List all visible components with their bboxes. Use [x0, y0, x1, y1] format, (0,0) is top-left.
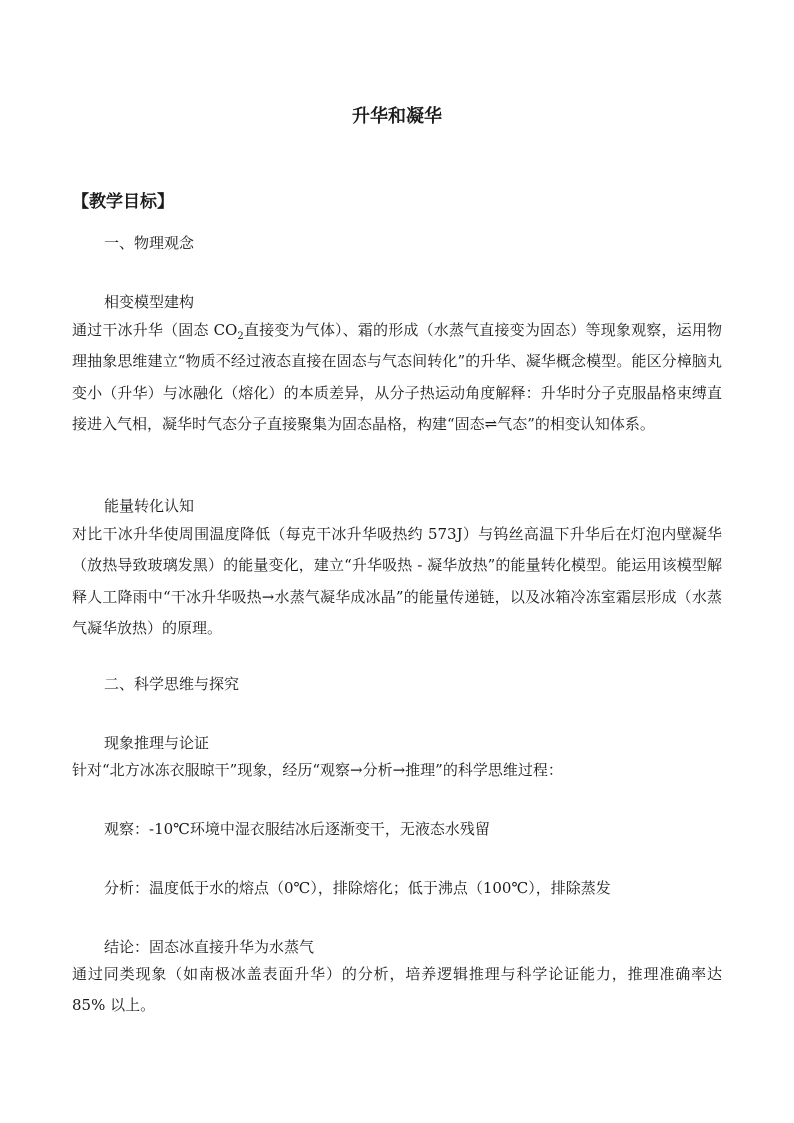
part2-conclude-line: 结论：固态冰直接升华为水蒸气 [104, 938, 315, 956]
part1-sub1-heading: 相变模型建构 [104, 293, 195, 311]
part2-heading: 二、科学思维与探究 [104, 675, 240, 693]
part1-sub2-heading: 能量转化认知 [104, 497, 195, 515]
part1-sub1-text-b: 直接变为气体）、霜的形成（水蒸气直接变为固态）等现象观察，运用物理抽象思维建立“物质不经过液态直接在固态与气态间转化”的升华、凝华概念模型。能区分樟脑丸变小（升华）与冰融化（熔化）的本质差异，从分子热运动角度解释：升华时分子克服晶格束缚直接进入气相，凝华时气态分子直接聚集为固态晶格，构建“固态⇌气态”的相变认知体系。 [72, 321, 722, 433]
part1-sub2-paragraph: 对比干冰升华使周围温度降低（每克干冰升华吸热约 573J）与钨丝高温下升华后在灯泡内壁凝华（放热导致玻璃发黑）的能量变化，建立“升华吸热 - 凝华放热”的能量转化模型。能运用该模型解释人工降雨中“干冰升华吸热→水蒸气凝华成冰晶”的能量传递链，以及冰箱冷冻室霜层形成（水蒸气凝华放热）的原理。 [72, 525, 722, 637]
part1-sub1-text-a: 通过干冰升华（固态 CO [72, 321, 238, 339]
part1-heading: 一、物理观念 [104, 234, 195, 252]
page-title: 升华和凝华 [352, 106, 442, 127]
part2-analyze-line: 分析：温度低于水的熔点（0℃），排除熔化；低于沸点（100℃），排除蒸发 [104, 879, 611, 897]
co2-subscript: 2 [237, 331, 244, 342]
part2-sub1-intro: 针对“北方冰冻衣服晾干”现象，经历“观察→分析→推理”的科学思维过程： [72, 761, 563, 779]
part2-summary-paragraph: 通过同类现象（如南极冰盖表面升华）的分析，培养逻辑推理与科学论证能力，推理准确率达 85% 以上。 [72, 965, 722, 1015]
part1-sub1-paragraph [72, 315, 722, 440]
section-heading-teaching-goals: 【教学目标】 [72, 192, 174, 212]
part2-sub1-heading: 现象推理与论证 [104, 734, 210, 752]
part2-observe-line: 观察：-10℃环境中湿衣服结冰后逐渐变干，无液态水残留 [104, 820, 490, 838]
